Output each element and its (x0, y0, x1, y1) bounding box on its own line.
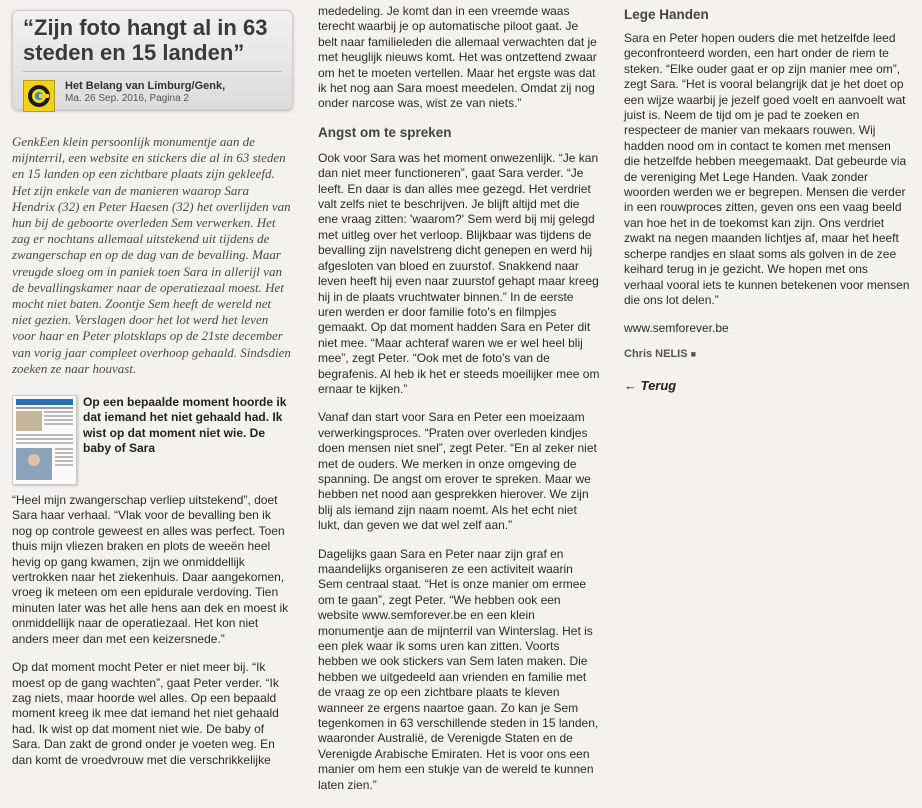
byline (624, 348, 910, 360)
paragraph: Op dat moment mocht Peter er niet meer bij. “Ik moest op de gang wachten”, gaat Peter verder. “Ik zag niets, maar hoorde wel alles. Op een bepaald moment kreeg ik mee dat iemand het niet gehaald had. Ik wist op dat moment niet wie. De baby of Sara. Dan zakt de grond onder je voeten weg. En dan komt de vroedvrouw met die verschrikkelijke (12, 660, 279, 767)
back-link[interactable]: ← Terug (624, 378, 677, 394)
paragraph: Dagelijks gaan Sara en Peter naar zijn graf en maandelijks organiseren ze een activiteit waarin Sem centraal staat. “Het is onze manier om ermee om te gaan”, zegt Peter. “We hebben ook een website www.semforever.be en een klein monumentje aan de mijnterril van Winterslag. Het is een plek waar ik soms uren kan zitten. Voorts hebben we ook stickers van Sem laten maken. Die hebben we uitgedeeld aan vrienden en familie met de vraag ze op een zichtbare plaats te kleven wanneer ze ergens naartoe gaan. Zo kan je Sem tegenkomen in 63 verschillende steden in 15 landen, waaronder Australië, de Verenigde Staten en de Verenigde Arabische Emiraten. Het is voor ons een manier om hem een stukje van de wereld te kunnen laten zien.” (318, 546, 599, 792)
article-header (12, 10, 293, 110)
end-mark-icon: ■ (690, 349, 697, 360)
article-title: “Zijn foto hangt al in 63 steden en 15 landen” (23, 15, 268, 65)
column-1 (12, 0, 293, 781)
title-divider (23, 71, 282, 72)
author-name: Chris NELIS (624, 348, 688, 361)
column-3 (624, 7, 910, 393)
article-thumbnail[interactable] (12, 395, 77, 485)
article-intro: GenkEen klein persoonlijk monumentje aan de mijnterril, een website en stickers die al in 63 steden en 15 landen op een zichtbare plaats zijn gekleefd. Het zijn enkele van de manieren waarop Sara Hendrix (32) en Peter Haesen (32) het overlijden van hun bij de geboorte overleden Sem verwerken. Het zag er nochtans allemaal uitstekend uit tijdens de zwangerschap en op de dag van de bevalling. Maar vreugde sloeg om in paniek toen Sara in allerijl van de bevallingskamer naar de operatiezaal moest. Het mocht niet baten. Zoontje Sem heeft de wereld net niet gezien. Verslagen door het lot werd het leven voor haar en Peter plotsklaps op de 21ste december van vorig jaar compleet overhoop gehaald. Sindsdien zoeken ze naar houvast. (12, 134, 291, 376)
source-date: Ma. 26 Sep. 2016, Pagina 2 (65, 93, 189, 104)
photo-caption: Op een bepaalde moment hoorde ik dat iemand het niet gehaald had. Ik wist op dat moment niet wie. De baby of Sara (83, 395, 287, 456)
subheading-angst: Angst om te spreken (318, 124, 452, 140)
paragraph: mededeling. Je komt dan in een vreemde waas terecht waarbij je op automatische piloot gaat. Je belt naar familieleden die allemaal verwachten dat je met heuglijk nieuws komt. Het was ontzettend zwaar om het te moeten vertellen. Maar het ergste was dat ik het nog aan Sara moest meedelen. Omdat zij nog onder narcose was, wist ze van niets.” (318, 4, 597, 111)
column-1-body (12, 493, 293, 768)
newspaper-logo-icon (23, 80, 55, 112)
paragraph: Sara en Peter hopen ouders die met hetzelfde leed geconfronteerd worden, een hart onder de riem te steken. “Elke ouder gaat er op zijn manier mee om”, zegt Sara. “Het is vooral belangrijk dat je het doet op een wijze waarbij je jezelf goed voelt en aanvoelt wat juist is. Neem de tijd om je pad te zoeken en respecteer de manier van mekaars rouwen. Wij hadden nood om in contact te komen met mensen die hetzelfde hebben meegemaakt. Dat gebeurde via de vereniging Met Lege Handen. Vaak zonder woorden werden we er begrepen. Mensen die verder in een rouwproces zitten, geven ons een vaag beeld van hoe het in de toekomst kan zijn. Ons verdriet zwakt na negen maanden lichtjes af, maar het heeft scherpe randjes en slaat soms als golven in de zee keihard terug in je gezicht. We hopen met ons verhaal vooral iets te kunnen betekenen voor mensen die ons lot delen.” (624, 31, 910, 307)
source-row (23, 80, 282, 112)
source-name: Het Belang van Limburg/Genk, (65, 80, 226, 92)
website-text: www.semforever.be (624, 321, 729, 336)
column-2 (318, 4, 600, 806)
paragraph: “Heel mijn zwangerschap verliep uitstekend”, doet Sara haar verhaal. “Vlak voor de bevalling ben ik nog op controle geweest en alles was perfect. Toen thuis mijn vliezen braken en plots de weeën heel hevig op gang kwamen, zijn we onmiddellijk vertrokken naar het ziekenhuis. Daar aangekomen, vroeg ik meteen om een epidurale verdoving. Tien minuten later was het alle hens aan dek en moest ik onmiddellijk naar de operatiezaal. Het kon niet anders meer dan met een keizersnede.” (12, 493, 289, 646)
subheading-lege-handen: Lege Handen (624, 7, 709, 22)
paragraph: Ook voor Sara was het moment onwezenlijk. “Je kan dan niet meer functioneren”, gaat Sara verder. “Je leeft. En daar is dan alles mee gezegd. Het verdriet valt zelfs niet te beschrijven. Je blijft altijd met die ene vraag zitten: 'waarom?' Sem werd bij mij gelegd met uitleg over het verloop. Blijkbaar was tijdens de bevalling zijn navelstreng dicht genepen en werd hij afgesloten van bloed en zuurstof. Snakkend naar leven heeft hij even naar zuurstof gehapt maar kreeg hij in de plaats vruchtwater binnen.” In de eerste uren werden er door familie foto's en filmpjes gemaakt. Op dat moment hadden Sara en Peter dit niet mee. “Maar achteraf waren we er wel heel blij mee”, zegt Peter. “Ook met de foto's van de begrafenis. Al heb ik het er steeds moeilijker mee om ernaar te kijken.” (318, 150, 600, 396)
source-info (65, 80, 225, 105)
photo-block (12, 395, 293, 485)
paragraph: Vanaf dan start voor Sara en Peter een moeizaam verwerkingsproces. “Praten over overleden kindjes doen mensen niet snel”, zegt Peter. “En al zeker niet met de ouders. We merken in onze omgeving de spanning. De angst om erover te spreken. Maar we hebben net nood aan gesprekken hierover. We zijn blij als iemand zijn naam noemt. Als het echt niet lukt, dan geven we dat wel zelf aan.” (318, 410, 597, 533)
